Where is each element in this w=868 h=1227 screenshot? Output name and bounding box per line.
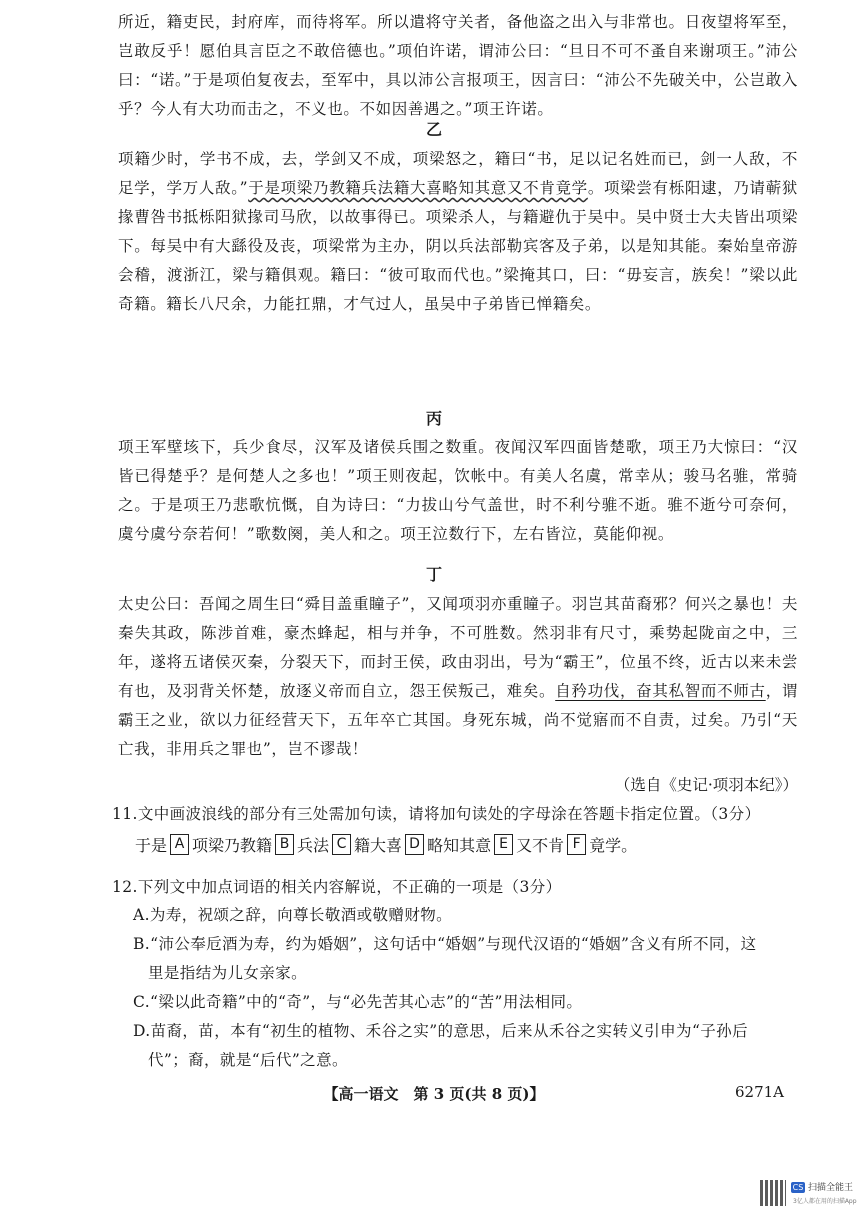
- scanner-logo: CS: [792, 1183, 804, 1192]
- footer-page-info: 【高一语文 第 3 页(共 8 页)】: [323, 1085, 545, 1103]
- passage-yi: [118, 145, 798, 319]
- passage-ding-part1: 太史公曰：吾闻之周生曰“舜目盖重瞳子”，又闻项羽亦重瞳子。羽岂其苗裔邪？何兴之暴也！夫秦失其政，陈涉首难，豪杰蜂起，相与并争，不可胜数。然羽非有尺寸，乘势起陇亩之中，三年，遂将五诸侯灭秦，分裂天下，而封王侯，政由羽出，号为“霸王”，位虽不终，近古以来未尝有也，及羽背关怀楚，放逐义帝而自立，怨王侯叛己，难矣。: [118, 595, 798, 700]
- footer-code: 6271A: [735, 1083, 785, 1101]
- passage-yi-part2: 。项梁尝有栎阳逮，乃请蕲狱掾曹咎书抵栎阳狱掾司马欣，以故事得已。项梁杀人，与籍避仇于吴中。吴中贤士大夫皆出项梁下。每吴中有大繇役及丧，项梁常为主办，阴以兵法部勒宾客及子弟，以是知其能。秦始皇帝游会稽，渡浙江，梁与籍俱观。籍曰：“彼可取而代也。”梁掩其口，曰：“毋妄言，族矣！”梁以此奇籍。籍长八尺余，力能扛鼎，才气过人，虽吴中子弟皆已惮籍矣。: [118, 179, 799, 313]
- q11-box-e[interactable]: E: [494, 834, 513, 855]
- source-citation: （选自《史记·项羽本纪》）: [614, 776, 798, 794]
- q12-option-d-cont: 代”；裔，就是“后代”之意。: [148, 1051, 348, 1069]
- scanner-brand: 扫描全能王: [808, 1183, 854, 1193]
- passage-ding-part2: ，谓霸王之业，欲以力征经营天下，五年卒亡其国。身死东城，尚不觉寤而不自责，过矣。乃引“天亡我，非用兵之罪也”，岂不谬哉！: [118, 682, 798, 758]
- q11-seg-a: 项梁乃教籍: [192, 836, 273, 855]
- qr-code-icon: [760, 1180, 786, 1206]
- heading-bing: 丙: [425, 409, 442, 428]
- q11-seg-e: 又不肯: [516, 836, 565, 855]
- q12-option-d[interactable]: D.苗裔，苗，本有“初生的植物、禾谷之实”的意思，后来从禾谷之实转义引申为“子孙后: [133, 1022, 748, 1040]
- q11-box-a[interactable]: A: [170, 834, 189, 855]
- passage-yi-wavy: 于是项梁乃教籍兵法籍大喜略知其意又不肯竟学: [248, 179, 588, 197]
- q11-seg-f: 竟学。: [589, 836, 638, 855]
- q11-prefix: 于是: [135, 836, 168, 855]
- q12-option-b-cont: 里是指结为儿女亲家。: [148, 964, 308, 982]
- passage-jia-tail: 所近，籍吏民，封府库，而待将军。所以遣将守关者，备他盗之出入与非常也。日夜望将军至，岂敢反乎！愿伯具言臣之不敢倍德也。”项伯许诺，谓沛公曰：“旦日不可不蚤自来谢项王。”沛公曰：“诺。”于是项伯复夜去，至军中，具以沛公言报项王，因言曰：“沛公不先破关中，公岂敢入乎？今人有大功而击之，不义也。不如因善遇之。”项王许诺。: [118, 13, 798, 118]
- passage-ding: [118, 590, 798, 764]
- question-11-stem: 11.文中画波浪线的部分有三处需加句读，请将加句读处的字母涂在答题卡指定位置。（3分）: [112, 805, 761, 823]
- question-11-segments: [135, 833, 637, 856]
- q11-box-f[interactable]: F: [567, 834, 586, 855]
- q11-seg-d: 略知其意: [427, 836, 492, 855]
- q11-box-c[interactable]: C: [332, 834, 351, 855]
- question-12-stem: 12.下列文中加点词语的相关内容解说，不正确的一项是（3分）: [112, 878, 562, 896]
- heading-yi: 乙: [425, 120, 442, 139]
- scanner-tagline: 3亿人都在用的扫描App: [793, 1198, 857, 1205]
- q11-box-d[interactable]: D: [405, 834, 424, 855]
- q11-seg-c: 籍大喜: [354, 836, 403, 855]
- passage-bing: 项王军壁垓下，兵少食尽，汉军及诸侯兵围之数重。夜闻汉军四面皆楚歌，项王乃大惊曰：“汉皆已得楚乎？是何楚人之多也！”项王则夜起，饮帐中。有美人名虞，常幸从；骏马名骓，常骑之。于是项王乃悲歌忼慨，自为诗曰：“力拔山兮气盖世，时不利兮骓不逝。骓不逝兮可奈何，虞兮虞兮奈若何！”歌数阕，美人和之。项王泣数行下，左右皆泣，莫能仰视。: [118, 438, 798, 543]
- q12-option-a[interactable]: A.为寿，祝颂之辞，向尊长敬酒或敬赠财物。: [133, 906, 453, 924]
- q12-option-c[interactable]: C.“梁以此奇籍”中的“奇”，与“必先苦其心志”的“苦”用法相同。: [133, 993, 583, 1011]
- q11-seg-b: 兵法: [297, 836, 330, 855]
- q11-box-b[interactable]: B: [275, 834, 294, 855]
- passage-ding-underline: 自矜功伐，奋其私智而不师古: [555, 682, 766, 700]
- q12-option-b[interactable]: B.“沛公奉卮酒为寿，约为婚姻”，这句话中“婚姻”与现代汉语的“婚姻”含义有所不同，这: [133, 935, 757, 953]
- heading-ding: 丁: [425, 565, 442, 584]
- passage-yi-part1: 项籍少时，学书不成，去，学剑又不成，项梁怒之，籍曰“书，足以记名姓而已，剑一人敌，不足学，学万人敌。”: [118, 150, 798, 197]
